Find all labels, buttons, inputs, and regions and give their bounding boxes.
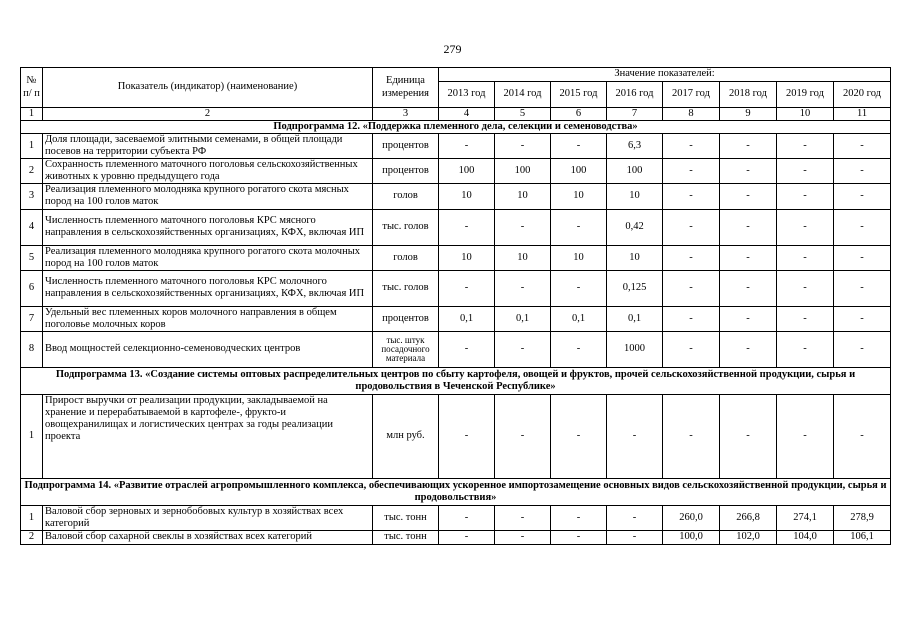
value-cell: -	[663, 245, 720, 270]
column-number: 6	[551, 108, 607, 121]
section-title: Подпрограмма 14. «Развитие отраслей агропромышленного комплекса, обеспечивающих ускоренное импортозамещение основных видов сельскохозяйственной продукции, сырья и продовольствия»	[21, 478, 891, 505]
header-year: 2020 год	[834, 82, 891, 108]
value-cell: -	[551, 394, 607, 478]
value-cell: 10	[495, 184, 551, 209]
header-year: 2018 год	[720, 82, 777, 108]
value-cell: -	[720, 134, 777, 159]
value-cell: 100	[607, 159, 663, 184]
value-cell: -	[777, 331, 834, 367]
header-year: 2015 год	[551, 82, 607, 108]
table-row	[21, 306, 891, 331]
value-cell: -	[720, 270, 777, 306]
section-title: Подпрограмма 12. «Поддержка племенного дела, селекции и семеноводства»	[21, 121, 891, 134]
value-cell: 6,3	[607, 134, 663, 159]
value-cell: 1000	[607, 331, 663, 367]
value-cell: 0,42	[607, 209, 663, 245]
value-cell: 274,1	[777, 505, 834, 530]
table-row	[21, 270, 891, 306]
indicator-name: Удельный вес племенных коров молочного направления в общем поголовье молочных коров	[43, 306, 373, 331]
value-cell: -	[777, 306, 834, 331]
header-year: 2016 год	[607, 82, 663, 108]
value-cell: -	[607, 394, 663, 478]
unit-cell: процентов	[373, 159, 439, 184]
indicator-name: Сохранность племенного маточного поголовья сельскохозяйственных животных к уровню предыдущего года	[43, 159, 373, 184]
value-cell: 102,0	[720, 530, 777, 544]
value-cell: -	[495, 505, 551, 530]
unit-cell: тыс. тонн	[373, 530, 439, 544]
header-values-title: Значение показателей:	[439, 68, 891, 82]
column-number: 10	[777, 108, 834, 121]
value-cell: -	[663, 331, 720, 367]
value-cell: -	[551, 331, 607, 367]
value-cell: -	[607, 530, 663, 544]
value-cell: -	[777, 209, 834, 245]
value-cell: -	[439, 331, 495, 367]
row-number: 6	[21, 270, 43, 306]
value-cell: -	[663, 159, 720, 184]
column-number: 5	[495, 108, 551, 121]
value-cell: -	[663, 270, 720, 306]
section-title: Подпрограмма 13. «Создание системы оптовых распределительных центров по сбыту картофеля, овощей и фруктов, прочей сельскохозяйственной продукции, сырья и продовольствия в Чеченской Республике»	[21, 367, 891, 394]
value-cell: 10	[495, 245, 551, 270]
value-cell: -	[439, 270, 495, 306]
value-cell: -	[834, 270, 891, 306]
value-cell: -	[439, 134, 495, 159]
value-cell: -	[720, 209, 777, 245]
value-cell: -	[720, 184, 777, 209]
value-cell: -	[495, 530, 551, 544]
value-cell: 0,1	[551, 306, 607, 331]
value-cell: -	[439, 505, 495, 530]
indicator-name: Ввод мощностей селекционно-семеноводческих центров	[43, 331, 373, 367]
value-cell: -	[551, 270, 607, 306]
value-cell: -	[439, 394, 495, 478]
indicators-table	[20, 67, 891, 545]
table-row	[21, 184, 891, 209]
header-year: 2013 год	[439, 82, 495, 108]
value-cell: 10	[439, 245, 495, 270]
header-no: № п/ п	[21, 68, 43, 108]
column-number: 11	[834, 108, 891, 121]
indicator-name: Реализация племенного молодняка крупного рогатого скота молочных пород на 100 голов маток	[43, 245, 373, 270]
value-cell: 100	[495, 159, 551, 184]
column-number: 9	[720, 108, 777, 121]
unit-cell: голов	[373, 184, 439, 209]
value-cell: 106,1	[834, 530, 891, 544]
page-number: 279	[443, 42, 462, 56]
header-year: 2017 год	[663, 82, 720, 108]
table-row	[21, 530, 891, 544]
column-number: 3	[373, 108, 439, 121]
value-cell: 10	[551, 184, 607, 209]
value-cell: 104,0	[777, 530, 834, 544]
unit-cell: тыс. голов	[373, 270, 439, 306]
row-number: 1	[21, 394, 43, 478]
row-number: 7	[21, 306, 43, 331]
table-row	[21, 245, 891, 270]
value-cell: -	[834, 159, 891, 184]
value-cell: 266,8	[720, 505, 777, 530]
column-number: 7	[607, 108, 663, 121]
value-cell: 278,9	[834, 505, 891, 530]
column-number: 1	[21, 108, 43, 121]
value-cell: 10	[607, 245, 663, 270]
table-row	[21, 159, 891, 184]
value-cell: 10	[439, 184, 495, 209]
row-number: 3	[21, 184, 43, 209]
row-number: 1	[21, 505, 43, 530]
header-year: 2014 год	[495, 82, 551, 108]
value-cell: -	[834, 331, 891, 367]
value-cell: 100,0	[663, 530, 720, 544]
value-cell: -	[495, 331, 551, 367]
header-unit: Единица измерения	[373, 68, 439, 108]
value-cell: -	[551, 505, 607, 530]
header-indicator: Показатель (индикатор) (наименование)	[43, 68, 373, 108]
table-row	[21, 394, 891, 478]
row-number: 1	[21, 134, 43, 159]
value-cell: 260,0	[663, 505, 720, 530]
value-cell: -	[720, 245, 777, 270]
value-cell: -	[720, 394, 777, 478]
indicator-name: Валовой сбор сахарной свеклы в хозяйствах всех категорий	[43, 530, 373, 544]
unit-cell: тыс. голов	[373, 209, 439, 245]
value-cell: 0,125	[607, 270, 663, 306]
row-number: 4	[21, 209, 43, 245]
value-cell: -	[551, 530, 607, 544]
value-cell: -	[777, 270, 834, 306]
table-row	[21, 505, 891, 530]
value-cell: 0,1	[439, 306, 495, 331]
value-cell: -	[495, 394, 551, 478]
value-cell: -	[607, 505, 663, 530]
value-cell: -	[439, 530, 495, 544]
value-cell: -	[720, 331, 777, 367]
value-cell: -	[663, 134, 720, 159]
value-cell: 10	[551, 245, 607, 270]
value-cell: -	[834, 134, 891, 159]
value-cell: -	[777, 159, 834, 184]
value-cell: -	[439, 209, 495, 245]
value-cell: -	[834, 245, 891, 270]
value-cell: -	[720, 159, 777, 184]
row-number: 2	[21, 159, 43, 184]
value-cell: 100	[551, 159, 607, 184]
value-cell: -	[720, 306, 777, 331]
indicator-name: Доля площади, засеваемой элитными семенами, в общей площади посевов на территории субъекта РФ	[43, 134, 373, 159]
column-number: 8	[663, 108, 720, 121]
value-cell: -	[551, 134, 607, 159]
value-cell: -	[663, 306, 720, 331]
value-cell: -	[777, 394, 834, 478]
row-number: 5	[21, 245, 43, 270]
value-cell: -	[495, 270, 551, 306]
value-cell: -	[551, 209, 607, 245]
table-row	[21, 331, 891, 367]
column-number: 2	[43, 108, 373, 121]
unit-cell: процентов	[373, 134, 439, 159]
value-cell: -	[663, 394, 720, 478]
header-year: 2019 год	[777, 82, 834, 108]
indicator-name: Валовой сбор зерновых и зернобобовых культур в хозяйствах всех категорий	[43, 505, 373, 530]
row-number: 8	[21, 331, 43, 367]
row-number: 2	[21, 530, 43, 544]
unit-cell: голов	[373, 245, 439, 270]
value-cell: -	[663, 184, 720, 209]
indicator-name: Численность племенного маточного поголовья КРС молочного направления в сельскохозяйственных организациях, КФХ, включая ИП	[43, 270, 373, 306]
value-cell: 0,1	[607, 306, 663, 331]
value-cell: -	[777, 134, 834, 159]
column-number: 4	[439, 108, 495, 121]
unit-cell: тыс. штук посадочного материала	[373, 331, 439, 367]
indicator-name: Численность племенного маточного поголовья КРС мясного направления в сельскохозяйственных организациях, КФХ, включая ИП	[43, 209, 373, 245]
value-cell: -	[495, 209, 551, 245]
value-cell: -	[495, 134, 551, 159]
value-cell: -	[834, 306, 891, 331]
indicator-name: Реализация племенного молодняка крупного рогатого скота мясных пород на 100 голов маток	[43, 184, 373, 209]
table-row	[21, 209, 891, 245]
value-cell: -	[834, 209, 891, 245]
unit-cell: млн руб.	[373, 394, 439, 478]
value-cell: -	[834, 184, 891, 209]
value-cell: -	[834, 394, 891, 478]
unit-cell: процентов	[373, 306, 439, 331]
value-cell: 0,1	[495, 306, 551, 331]
indicator-name: Прирост выручки от реализации продукции, закладываемой на хранение и перерабатываемой в картофеле-, фрукто-и овощехранилищах и логистических центрах за годы реализации проекта	[43, 394, 373, 478]
value-cell: -	[663, 209, 720, 245]
value-cell: 10	[607, 184, 663, 209]
value-cell: -	[777, 184, 834, 209]
table-row	[21, 134, 891, 159]
unit-cell: тыс. тонн	[373, 505, 439, 530]
value-cell: -	[777, 245, 834, 270]
value-cell: 100	[439, 159, 495, 184]
